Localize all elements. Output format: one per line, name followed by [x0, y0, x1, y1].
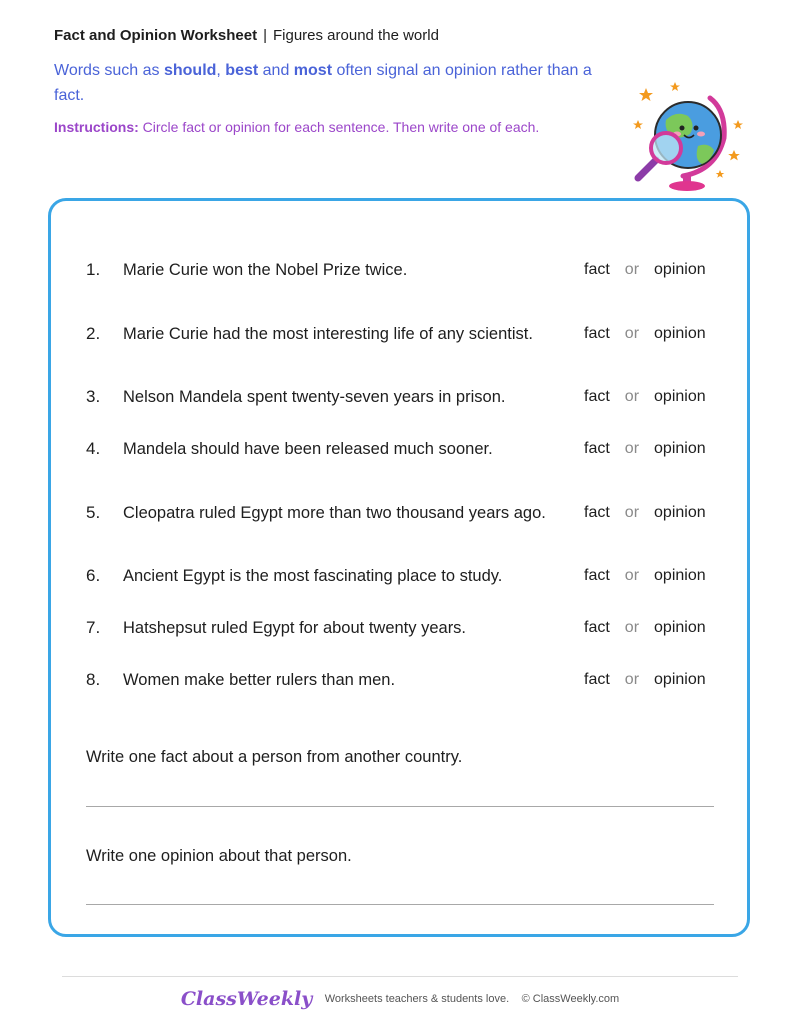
or-label: or [624, 325, 640, 342]
opinion-choice[interactable]: opinion [654, 619, 706, 636]
tip-comma: , [216, 62, 226, 79]
question-number: 1. [86, 260, 101, 279]
footer [0, 988, 800, 1010]
question-text: Marie Curie won the Nobel Prize twice. [123, 260, 408, 279]
fact-choice[interactable]: fact [584, 325, 610, 342]
globe-magnifier-illustration [628, 80, 753, 195]
choice-group [584, 325, 706, 343]
instructions [54, 119, 539, 135]
question-number: 6. [86, 566, 101, 585]
question-row [86, 419, 726, 479]
tip-word-should: should [163, 62, 217, 79]
instructions-label: Instructions: [54, 119, 139, 135]
or-label: or [624, 619, 640, 636]
question-row [86, 598, 726, 658]
question-text: Nelson Mandela spent twenty-seven years in prison. [123, 387, 506, 406]
or-label: or [624, 567, 640, 584]
question-row [86, 304, 726, 364]
fact-choice[interactable]: fact [584, 504, 610, 521]
question-text: Ancient Egypt is the most fascinating place to study. [123, 566, 503, 585]
opinion-choice[interactable]: opinion [654, 388, 706, 405]
question-number: 7. [86, 618, 101, 637]
question-row [86, 650, 726, 710]
question-number: 8. [86, 670, 101, 689]
opinion-answer-line[interactable] [86, 904, 714, 905]
or-label: or [624, 388, 640, 405]
tip-post: often signal an opinion rather than a fact. [54, 62, 592, 104]
title-separator: | [263, 27, 267, 44]
choice-group [584, 619, 706, 637]
choice-group [584, 388, 706, 406]
title-bold: Fact and Opinion Worksheet [54, 27, 258, 44]
footer-tagline: Worksheets teachers & students love. [324, 993, 510, 1005]
opinion-prompt: Write one opinion about that person. [86, 847, 352, 865]
fact-choice[interactable]: fact [584, 567, 610, 584]
fact-choice[interactable]: fact [584, 388, 610, 405]
question-text: Marie Curie had the most interesting life of any scientist. [123, 324, 533, 343]
opinion-choice[interactable]: opinion [654, 325, 706, 342]
or-label: or [624, 671, 640, 688]
question-row [86, 483, 726, 543]
question-text: Hatshepsut ruled Egypt for about twenty years. [123, 618, 467, 637]
fact-prompt: Write one fact about a person from another country. [86, 748, 463, 766]
fact-choice[interactable]: fact [584, 619, 610, 636]
tip-pre: Words such as [54, 62, 164, 79]
footer-copyright: © ClassWeekly.com [521, 993, 620, 1005]
opinion-choice[interactable]: opinion [654, 671, 706, 688]
tip-and: and [258, 62, 294, 79]
opinion-choice[interactable]: opinion [654, 261, 706, 278]
choice-group [584, 261, 706, 279]
fact-choice[interactable]: fact [584, 671, 610, 688]
tip-text [54, 58, 594, 108]
fact-answer-line[interactable] [86, 806, 714, 807]
question-number: 4. [86, 439, 101, 458]
choice-group [584, 671, 706, 689]
tip-word-best: best [225, 62, 259, 79]
choice-group [584, 504, 706, 522]
classweekly-logo: ClassWeekly [180, 988, 313, 1010]
question-text: Cleopatra ruled Egypt more than two thousand years ago. [123, 503, 546, 522]
opinion-choice[interactable]: opinion [654, 567, 706, 584]
choice-group [584, 440, 706, 458]
fact-choice[interactable]: fact [584, 440, 610, 457]
question-text: Women make better rulers than men. [123, 670, 396, 689]
or-label: or [624, 504, 640, 521]
question-row [86, 546, 726, 606]
footer-divider [62, 976, 738, 977]
fact-choice[interactable]: fact [584, 261, 610, 278]
title-subtitle: Figures around the world [273, 27, 439, 44]
tip-word-most: most [293, 62, 333, 79]
worksheet-title [54, 27, 439, 44]
question-number: 3. [86, 387, 101, 406]
or-label: or [624, 440, 640, 457]
or-label: or [624, 261, 640, 278]
question-number: 2. [86, 324, 101, 343]
question-row [86, 240, 726, 300]
instructions-text: Circle fact or opinion for each sentence. Then write one of each. [138, 119, 540, 135]
question-number: 5. [86, 503, 101, 522]
opinion-choice[interactable]: opinion [654, 504, 706, 521]
question-row [86, 367, 726, 427]
choice-group [584, 567, 706, 585]
opinion-choice[interactable]: opinion [654, 440, 706, 457]
question-text: Mandela should have been released much sooner. [123, 439, 493, 458]
